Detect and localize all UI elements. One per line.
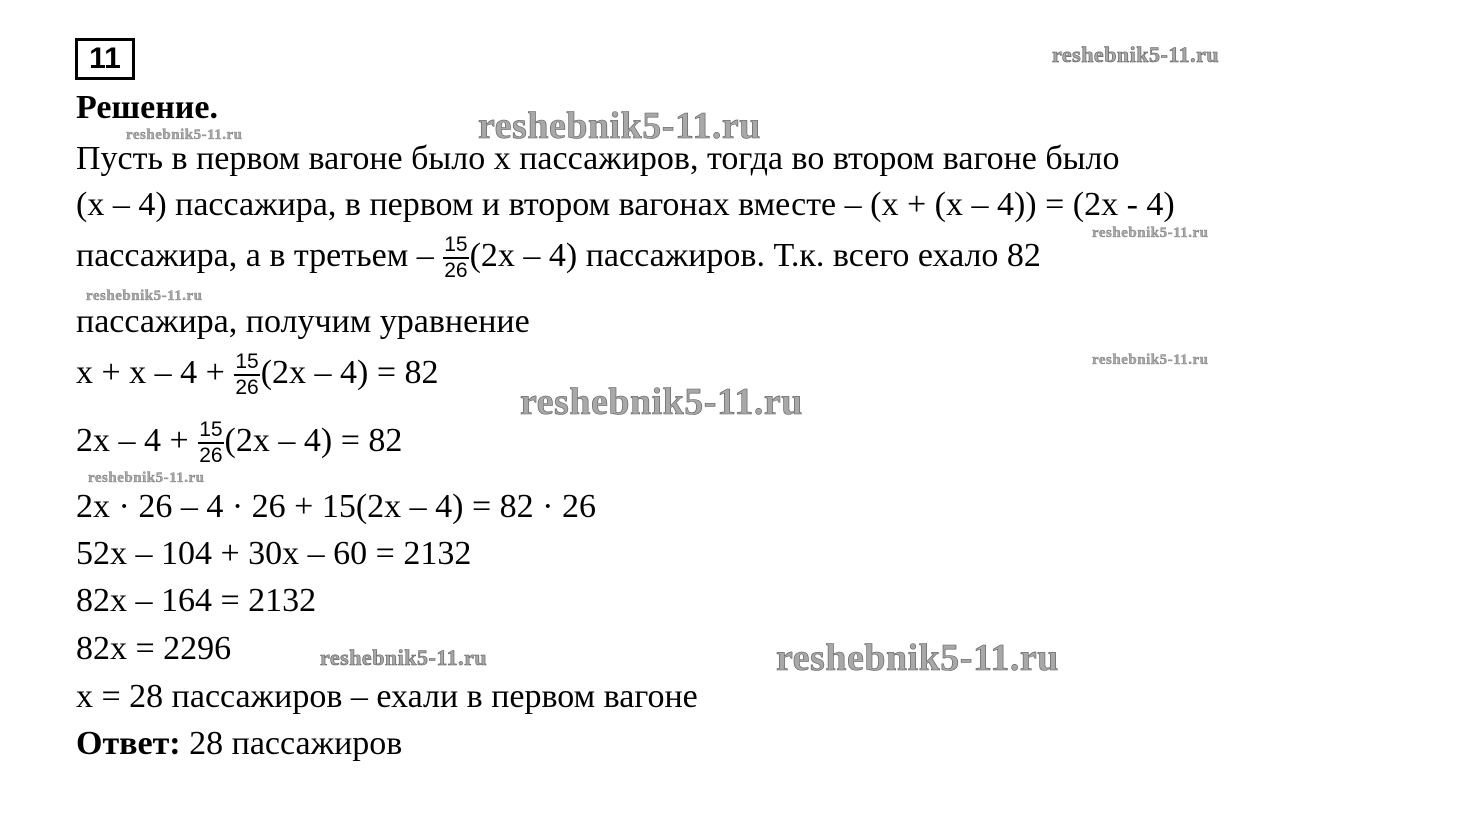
fraction-denominator: 26	[444, 259, 468, 282]
equation-7: x = 28 пассажиров – ехали в первом вагоне	[76, 678, 698, 715]
fraction-numerator: 15	[443, 233, 468, 259]
fraction	[443, 233, 468, 283]
watermark: reshebnik5-11.ru	[1052, 42, 1220, 67]
answer-label: Ответ:	[76, 725, 181, 762]
solution-heading: Решение.	[76, 89, 218, 126]
text-line-3	[76, 233, 1041, 283]
fraction-numerator: 15	[198, 418, 223, 444]
text-line-3-end: (2x – 4) пассажиров. Т.к. всего ехало 82	[469, 236, 1041, 274]
text-line-2: (x – 4) пассажира, в первом и втором вагонах вместе – (x + (x – 4)) = (2x - 4)	[76, 186, 1175, 223]
fraction-numerator: 15	[234, 350, 259, 376]
equation-6: 82x = 2296	[76, 630, 232, 667]
watermark: reshebnik5-11.ru	[478, 105, 761, 147]
text-line-4: пассажира, получим уравнение	[76, 303, 530, 340]
answer-line	[76, 724, 402, 764]
equation-1-end: (2x – 4) = 82	[260, 353, 439, 391]
watermark: reshebnik5-11.ru	[1092, 352, 1209, 368]
equation-1-start: x + x – 4 +	[76, 353, 225, 391]
watermark: reshebnik5-11.ru	[520, 381, 803, 423]
equation-3: 2x · 26 – 4 · 26 + 15(2x – 4) = 82 · 26	[76, 488, 596, 525]
watermark: reshebnik5-11.ru	[1092, 225, 1209, 241]
watermark: reshebnik5-11.ru	[126, 127, 243, 143]
fraction	[234, 350, 259, 400]
equation-2	[76, 418, 402, 468]
task-number: 11	[75, 38, 135, 80]
text-line-1: Пусть в первом вагоне было x пассажиров, тогда во втором вагоне было	[76, 140, 1120, 177]
watermark: reshebnik5-11.ru	[86, 288, 203, 304]
fraction-denominator: 26	[235, 376, 259, 399]
watermark: reshebnik5-11.ru	[320, 645, 488, 670]
answer-value: 28 пассажиров	[180, 725, 403, 762]
watermark: reshebnik5-11.ru	[88, 470, 205, 486]
fraction	[198, 418, 223, 468]
equation-2-start: 2x – 4 +	[76, 421, 189, 459]
watermark: reshebnik5-11.ru	[776, 637, 1059, 679]
equation-1	[76, 350, 439, 400]
equation-2-end: (2x – 4) = 82	[224, 421, 403, 459]
text-line-3-start: пассажира, а в третьем –	[76, 236, 434, 274]
equation-4: 52x – 104 + 30x – 60 = 2132	[76, 535, 472, 572]
fraction-denominator: 26	[199, 444, 223, 467]
equation-5: 82x – 164 = 2132	[76, 582, 317, 619]
